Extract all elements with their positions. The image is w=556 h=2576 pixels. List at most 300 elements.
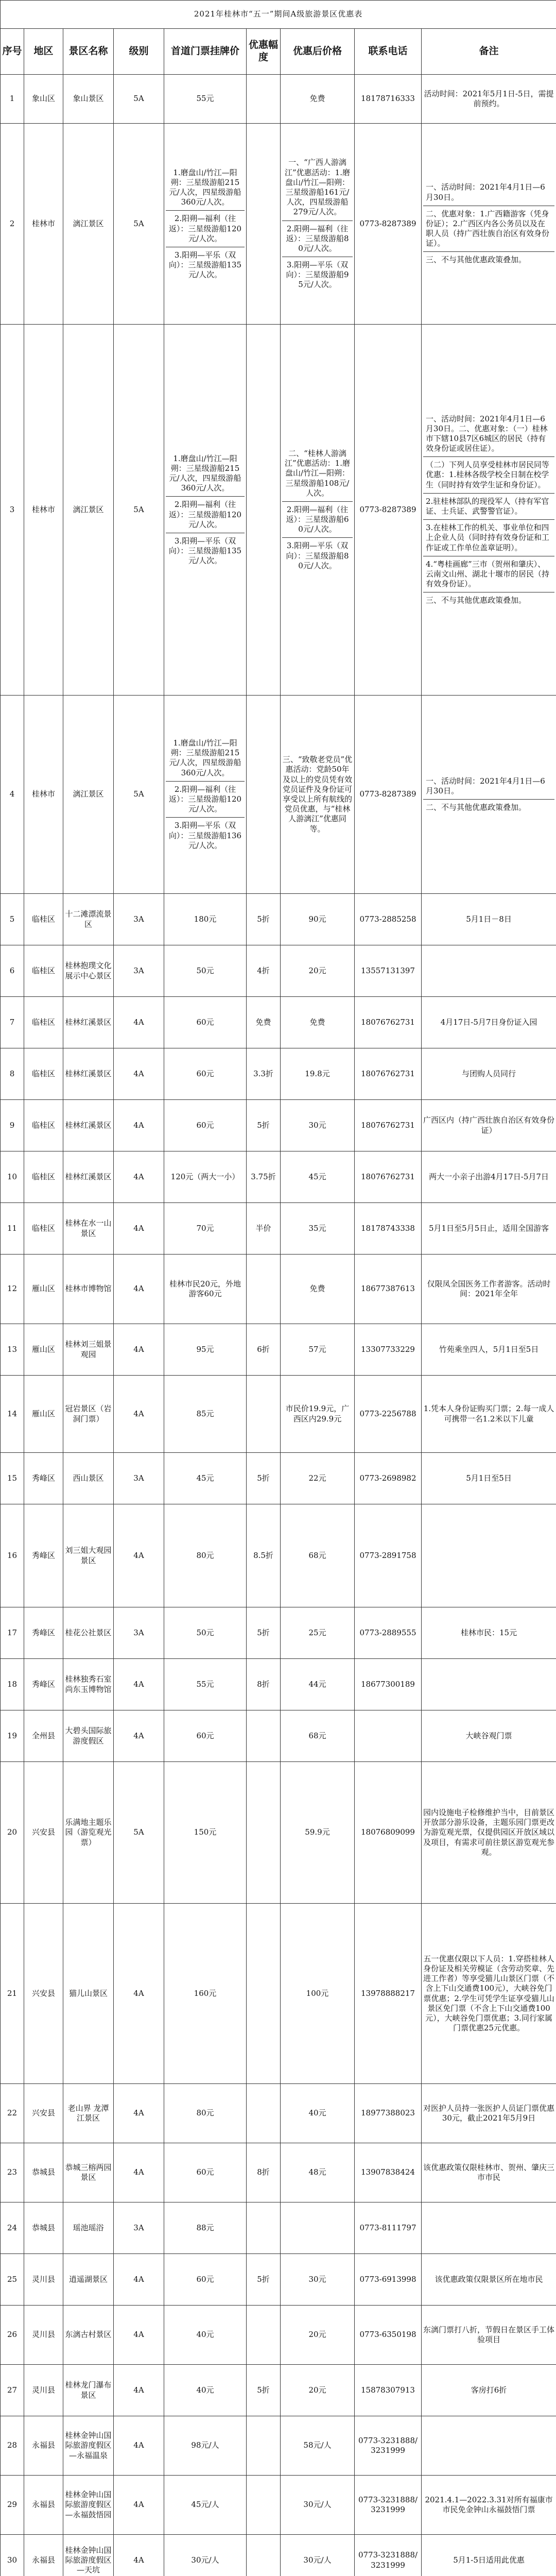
row-area: 雁山区 <box>24 1255 63 1324</box>
remark-part: 三、不与其他优惠政策叠加。 <box>423 592 554 608</box>
row-discount <box>247 75 281 124</box>
row-remark <box>422 325 556 696</box>
row-number: 26 <box>1 2306 24 2365</box>
row-ticket-price: 50元 <box>164 1607 247 1659</box>
row-ticket-price: 60元 <box>164 1048 247 1100</box>
row-area: 灵川县 <box>24 2254 63 2306</box>
row-level: 4A <box>114 997 164 1048</box>
row-level: 4A <box>114 1504 164 1607</box>
table-row <box>1 1710 556 1762</box>
row-level: 4A <box>114 1659 164 1710</box>
row-number: 3 <box>1 325 24 696</box>
row-phone <box>355 1710 422 1762</box>
row-remark <box>422 124 556 325</box>
row-phone: 0773-2885258 <box>355 894 422 945</box>
row-remark <box>422 1504 556 1607</box>
row-area: 桂林市 <box>24 325 63 696</box>
row-area: 雁山区 <box>24 1376 63 1453</box>
row-discount: 8折 <box>247 1659 281 1710</box>
row-remark: 五一优惠仅限以下人员：1.穿搭桂林人身份证及相关劳模证（含劳动奖章、先进工作者）等享受猫儿山景区门票（不含上下山交通费100元），大峡谷免门票优惠；2.学生可凭学生证享受猫儿山景区免门票（不含上下山交通费100元），大峡谷免门票优惠；3.同行家属门票优惠25元优惠。 <box>422 1904 556 2084</box>
row-level: 4A <box>114 2416 164 2476</box>
row-level: 4A <box>114 2476 164 2535</box>
row-scenic-name: 猫儿山景区 <box>63 1904 114 2084</box>
row-scenic-name: 东漓古村景区 <box>63 2306 114 2365</box>
row-discount: 5折 <box>247 894 281 945</box>
row-level: 3A <box>114 894 164 945</box>
remark-part: 一、活动时间：2021年4月1日—6月30日。 <box>426 776 545 795</box>
row-level: 4A <box>114 2365 164 2416</box>
table-row <box>1 2254 556 2306</box>
row-after-price: 35元 <box>281 1203 355 1255</box>
row-after-price <box>281 325 355 696</box>
header-phone: 联系电话 <box>355 29 422 75</box>
header-level: 级别 <box>114 29 164 75</box>
row-discount <box>247 1255 281 1324</box>
table-row <box>1 1453 556 1504</box>
row-ticket-price: 85元 <box>164 1376 247 1453</box>
header-after-price: 优惠后价格 <box>281 29 355 75</box>
price-part: 1.磨盘山/竹江—阳朔：三星级游船215元/人次，四星级游船360元/人次。 <box>169 453 241 493</box>
row-number: 28 <box>1 2416 24 2476</box>
row-after-price: 20元 <box>281 2306 355 2365</box>
row-phone: 0773-2889555 <box>355 1607 422 1659</box>
row-area: 临桂区 <box>24 997 63 1048</box>
row-ticket-price: 桂林市民20元，外地游客60元 <box>164 1255 247 1324</box>
price-part: 1.磨盘山/竹江—阳朔：三星级游船215元/人次，四星级游船360元/人次。 <box>169 167 241 207</box>
row-phone: 0773-8287389 <box>355 696 422 894</box>
row-area: 永福县 <box>24 2476 63 2535</box>
price-stack <box>166 165 245 283</box>
row-after-price: 三、“致敬老党员”优惠活动：党龄50年及以上的党员凭有效党员证件及身份证可享受以上所有航线的党员优惠，与“桂林人游漓江”优惠同等。 <box>281 696 355 894</box>
row-number: 22 <box>1 2084 24 2143</box>
row-level: 4A <box>114 1376 164 1453</box>
row-phone: 0773-2256788 <box>355 1376 422 1453</box>
row-level: 4A <box>114 2254 164 2306</box>
row-remark: 2021.4.1—2022.3.31对所有福康市市民免金钟山永福鼓悟门票 <box>422 2476 556 2535</box>
row-remark: 东漓门票打八折，节假日在景区手工体验项目 <box>422 2306 556 2365</box>
row-scenic-name: 桂林市博物馆 <box>63 1255 114 1324</box>
row-after-price <box>281 124 355 325</box>
row-discount <box>247 1762 281 1904</box>
row-number: 12 <box>1 1255 24 1324</box>
row-scenic-name: 桂花公社景区 <box>63 1607 114 1659</box>
row-remark: 4月17日-5月7日身份证入园 <box>422 997 556 1048</box>
row-level: 3A <box>114 945 164 997</box>
row-level: 4A <box>114 1151 164 1203</box>
row-ticket-price: 98元/人 <box>164 2416 247 2476</box>
table-row <box>1 997 556 1048</box>
row-scenic-name: 桂林在水一山景区 <box>63 1203 114 1255</box>
after-price-part: 一、“广西人游漓江”优惠活动：1.磨盘山/竹江—阳朔：三星级游船161元/人次，四星级游船279元/人次。 <box>285 158 350 217</box>
table-row <box>1 2143 556 2202</box>
remark-part: 2.驻桂林部队的现役军人（持有军官证、士兵证、武警警官证）。 <box>423 493 554 519</box>
row-phone: 13557131397 <box>355 945 422 997</box>
price-part: 3.阳朔—平乐（双向）：三星级游船136元/人次。 <box>166 817 245 854</box>
row-ticket-price: 80元 <box>164 1504 247 1607</box>
row-after-price: 45元 <box>281 1151 355 1203</box>
row-area: 全州县 <box>24 1710 63 1762</box>
row-after-price: 30元/人 <box>281 2476 355 2535</box>
price-part: 3.阳朔—平乐（双向）：三星级游船135元/人次。 <box>166 247 245 283</box>
row-area: 秀峰区 <box>24 1659 63 1710</box>
row-after-price: 20元 <box>281 945 355 997</box>
row-scenic-name: 逍遥湖景区 <box>63 2254 114 2306</box>
table-row <box>1 2365 556 2416</box>
header-ticket-price: 首道门票挂牌价 <box>164 29 247 75</box>
row-phone: 0773-2698982 <box>355 1453 422 1504</box>
row-ticket-price: 40元 <box>164 2306 247 2365</box>
row-area: 恭城县 <box>24 2202 63 2254</box>
row-ticket-price: 30元/人 <box>164 2535 247 2576</box>
row-number: 8 <box>1 1048 24 1100</box>
remark-part: 二、优惠对象：1.广西籍游客（凭身份证）；2.广西区内各公务员以及在职人员（持广西壮族自治区有效身份证）。 <box>423 206 554 252</box>
row-number: 24 <box>1 2202 24 2254</box>
row-phone: 18178743338 <box>355 1203 422 1255</box>
row-number: 11 <box>1 1203 24 1255</box>
row-area: 桂林市 <box>24 696 63 894</box>
row-remark: 竹苑乘坐四人，5月1日至5日 <box>422 1324 556 1376</box>
row-level: 4A <box>114 1048 164 1100</box>
table-row <box>1 325 556 696</box>
row-remark: 客房打6折 <box>422 2365 556 2416</box>
remark-part: 3.在桂林工作的机关、事业单位和四上企业人员（同时持有效身份证和工作证或工作单位盖章证明）。 <box>423 519 554 556</box>
table-row <box>1 1607 556 1659</box>
row-remark: 对医护人员持一张医护人员证门票优惠30元，截止2021年5月9日 <box>422 2084 556 2143</box>
remark-part: （二）下列人员享受桂林市居民同等优惠：1.桂林各级学校全日制在校学生（同时持有效学生证和身份证）。 <box>423 456 554 493</box>
row-scenic-name: 冠岩景区（岩洞门票） <box>63 1376 114 1453</box>
row-area: 恭城县 <box>24 2143 63 2202</box>
table-row <box>1 1762 556 1904</box>
row-number: 30 <box>1 2535 24 2576</box>
row-area: 灵川县 <box>24 2365 63 2416</box>
row-scenic-name: 十二滩漂流景区 <box>63 894 114 945</box>
row-after-price: 90元 <box>281 894 355 945</box>
row-number: 4 <box>1 696 24 894</box>
row-ticket-price: 45元/人 <box>164 2476 247 2535</box>
row-remark: 园内设施电子检修维护当中，目前景区开放部分游乐设备，主题乐园门票更改为游览观光票，仅提供园区开放区域以及项目，有需求可前往景区游览观光参观。 <box>422 1762 556 1904</box>
after-price-part: 2.阳朔—福利（往返）：三星级游船60元/人次。 <box>282 501 353 538</box>
row-phone: 18677300189 <box>355 1659 422 1710</box>
row-remark: 1.凭本人身份证购买门票；2.每一成人可携带一名1.2米以下儿童 <box>422 1376 556 1453</box>
row-ticket-price: 55元 <box>164 1659 247 1710</box>
row-after-price: 48元 <box>281 2143 355 2202</box>
row-discount <box>247 2306 281 2365</box>
row-after-price: 57元 <box>281 1324 355 1376</box>
row-level: 4A <box>114 1255 164 1324</box>
price-part: 2.阳朔—福利（往返）：三星级游船120元/人次。 <box>166 781 245 818</box>
price-stack <box>166 451 245 569</box>
row-phone: 18076762731 <box>355 1048 422 1100</box>
row-remark: 5月1日－8日 <box>422 894 556 945</box>
remark-part: 二、不与其他优惠政策叠加。 <box>423 799 554 816</box>
row-level: 5A <box>114 75 164 124</box>
row-ticket-price: 40元 <box>164 2365 247 2416</box>
row-remark: 与团购人员同行 <box>422 1048 556 1100</box>
row-remark <box>422 696 556 894</box>
row-phone: 18677387613 <box>355 1255 422 1324</box>
row-number: 7 <box>1 997 24 1048</box>
row-scenic-name: 象山景区 <box>63 75 114 124</box>
row-area: 雁山区 <box>24 1324 63 1376</box>
row-number: 20 <box>1 1762 24 1904</box>
after-price-stack <box>282 446 353 574</box>
row-number: 13 <box>1 1324 24 1376</box>
row-remark <box>422 945 556 997</box>
row-scenic-name: 西山景区 <box>63 1453 114 1504</box>
row-number: 6 <box>1 945 24 997</box>
row-phone: 18076762731 <box>355 1151 422 1203</box>
row-phone: 18178716333 <box>355 75 422 124</box>
row-phone: 0773-3231888/3231999 <box>355 2535 422 2576</box>
header-scenic-name: 景区名称 <box>63 29 114 75</box>
row-phone: 0773-3231888/3231999 <box>355 2416 422 2476</box>
row-phone: 18076762731 <box>355 1100 422 1151</box>
row-after-price: 68元 <box>281 1710 355 1762</box>
row-scenic-name: 桂林金钟山国际旅游度假区—永福鼓悟园 <box>63 2476 114 2535</box>
row-ticket-price: 50元 <box>164 945 247 997</box>
row-number: 9 <box>1 1100 24 1151</box>
row-area: 临桂区 <box>24 1100 63 1151</box>
row-ticket-price <box>164 124 247 325</box>
table-row <box>1 1255 556 1324</box>
row-number: 10 <box>1 1151 24 1203</box>
row-number: 14 <box>1 1376 24 1453</box>
row-phone: 18076809099 <box>355 1762 422 1904</box>
table-body <box>1 75 556 2576</box>
row-area: 兴安县 <box>24 1904 63 2084</box>
table-row <box>1 1324 556 1376</box>
row-area: 临桂区 <box>24 1151 63 1203</box>
row-discount: 5折 <box>247 2365 281 2416</box>
row-discount <box>247 1376 281 1453</box>
row-ticket-price: 180元 <box>164 894 247 945</box>
row-area: 临桂区 <box>24 894 63 945</box>
table-row <box>1 2306 556 2365</box>
row-discount <box>247 2535 281 2576</box>
row-area: 灵川县 <box>24 2306 63 2365</box>
header-discount: 优惠幅度 <box>247 29 281 75</box>
row-scenic-name: 桂林抱璞文化展示中心景区 <box>63 945 114 997</box>
row-phone: 0773-3231888/3231999 <box>355 2476 422 2535</box>
row-ticket-price: 88元 <box>164 2202 247 2254</box>
row-number: 1 <box>1 75 24 124</box>
row-phone: 0773-8287389 <box>355 325 422 696</box>
row-number: 2 <box>1 124 24 325</box>
row-remark: 大峡谷观门票 <box>422 1710 556 1762</box>
header-no: 序号 <box>1 29 24 75</box>
row-scenic-name: 瑶池瑶浴 <box>63 2202 114 2254</box>
table-row <box>1 2535 556 2576</box>
row-level: 5A <box>114 124 164 325</box>
row-scenic-name: 桂林红溪景区 <box>63 1100 114 1151</box>
row-remark: 两大一小亲子出游4月17日-5月7日 <box>422 1151 556 1203</box>
row-area: 永福县 <box>24 2535 63 2576</box>
row-remark: 5月1日至5日 <box>422 1453 556 1504</box>
row-phone: 13978888217 <box>355 1904 422 2084</box>
row-ticket-price: 55元 <box>164 75 247 124</box>
row-level: 4A <box>114 1710 164 1762</box>
after-price-part: 2.阳朔—福利（往返）：三星级游船80元/人次。 <box>282 221 353 257</box>
row-after-price: 免费 <box>281 75 355 124</box>
remark-stack <box>423 773 554 816</box>
after-price-stack <box>282 155 353 293</box>
table-row <box>1 1504 556 1607</box>
row-area: 秀峰区 <box>24 1504 63 1607</box>
row-discount: 8折 <box>247 2143 281 2202</box>
row-level: 5A <box>114 696 164 894</box>
row-after-price: 19.8元 <box>281 1048 355 1100</box>
row-area: 临桂区 <box>24 945 63 997</box>
row-phone: 0773-8111797 <box>355 2202 422 2254</box>
price-part: 2.阳朔—福利（往返）：三星级游船120元/人次。 <box>166 210 245 247</box>
row-scenic-name: 大碧头国际旅游度假区 <box>63 1710 114 1762</box>
row-level: 4A <box>114 1324 164 1376</box>
row-area: 秀峰区 <box>24 1607 63 1659</box>
row-scenic-name: 桂林龙门瀑布景区 <box>63 2365 114 2416</box>
row-discount: 5折 <box>247 1607 281 1659</box>
row-discount: 半价 <box>247 1203 281 1255</box>
row-after-price: 100元 <box>281 1904 355 2084</box>
page-title: 2021年桂林市“五一”期间A级旅游景区优惠表 <box>1 1 556 29</box>
row-number: 15 <box>1 1453 24 1504</box>
row-ticket-price: 60元 <box>164 2254 247 2306</box>
row-area: 兴安县 <box>24 2084 63 2143</box>
table-row <box>1 1151 556 1203</box>
row-remark: 桂林市民：15元 <box>422 1607 556 1659</box>
row-ticket-price: 45元 <box>164 1453 247 1504</box>
price-stack <box>166 735 245 854</box>
row-number: 16 <box>1 1504 24 1607</box>
row-scenic-name: 桂林刘三姐景观园 <box>63 1324 114 1376</box>
row-discount <box>247 2084 281 2143</box>
header-area: 地区 <box>24 29 63 75</box>
row-discount <box>247 696 281 894</box>
row-after-price: 20元 <box>281 2365 355 2416</box>
title-row <box>1 1 556 29</box>
row-remark <box>422 2416 556 2476</box>
row-discount <box>247 2202 281 2254</box>
row-remark: 该优惠政策仅限桂林市、贺州、肇庆三市市民 <box>422 2143 556 2202</box>
row-after-price: 30元 <box>281 2254 355 2306</box>
row-after-price: 30元/人 <box>281 2535 355 2576</box>
row-phone: 0773-2891758 <box>355 1504 422 1607</box>
row-number: 18 <box>1 1659 24 1710</box>
row-after-price: 22元 <box>281 1453 355 1504</box>
row-scenic-name: 漓江景区 <box>63 124 114 325</box>
row-discount: 5折 <box>247 1453 281 1504</box>
row-discount <box>247 2416 281 2476</box>
row-after-price: 44元 <box>281 1659 355 1710</box>
table-row <box>1 1048 556 1100</box>
row-after-price: 68元 <box>281 1504 355 1607</box>
row-number: 19 <box>1 1710 24 1762</box>
remark-stack <box>423 179 554 268</box>
row-remark: 5月1日至5月5日止，适用全国游客 <box>422 1203 556 1255</box>
row-ticket-price: 120元（两大一小） <box>164 1151 247 1203</box>
row-area: 永福县 <box>24 2416 63 2476</box>
row-area: 象山区 <box>24 75 63 124</box>
row-number: 29 <box>1 2476 24 2535</box>
row-level: 3A <box>114 1453 164 1504</box>
table-row <box>1 1203 556 1255</box>
price-part: 1.磨盘山/竹江—阳朔：三星级游船215元/人次，四星级游船360元/人次。 <box>169 738 241 777</box>
row-area: 兴安县 <box>24 1762 63 1904</box>
row-area: 秀峰区 <box>24 1453 63 1504</box>
row-remark <box>422 1659 556 1710</box>
row-discount: 免费 <box>247 997 281 1048</box>
row-scenic-name: 漓江景区 <box>63 325 114 696</box>
row-phone: 13907838424 <box>355 2143 422 2202</box>
row-scenic-name: 恭城三榕两园景区 <box>63 2143 114 2202</box>
row-phone: 0773-6913998 <box>355 2254 422 2306</box>
row-phone: 15878307913 <box>355 2365 422 2416</box>
table-row <box>1 2416 556 2476</box>
row-number: 17 <box>1 1607 24 1659</box>
table-row <box>1 1100 556 1151</box>
row-discount: 5折 <box>247 2254 281 2306</box>
row-level: 4A <box>114 1203 164 1255</box>
row-scenic-name: 桂林红溪景区 <box>63 997 114 1048</box>
row-scenic-name: 漓江景区 <box>63 696 114 894</box>
price-part: 2.阳朔—福利（往返）：三星级游船120元/人次。 <box>166 496 245 533</box>
row-phone: 18977388023 <box>355 2084 422 2143</box>
row-area: 临桂区 <box>24 1048 63 1100</box>
after-price-part: 二、“桂林人游漓江”优惠活动：1.磨盘山/竹江—阳朔：三星级游船108元/人次。 <box>285 448 350 498</box>
row-ticket-price: 80元 <box>164 2084 247 2143</box>
row-ticket-price: 150元 <box>164 1762 247 1904</box>
row-discount <box>247 2476 281 2535</box>
row-discount: 5折 <box>247 1100 281 1151</box>
table-row <box>1 124 556 325</box>
row-scenic-name: 桂林红溪景区 <box>63 1151 114 1203</box>
row-after-price: 免费 <box>281 997 355 1048</box>
row-number: 25 <box>1 2254 24 2306</box>
row-after-price: 59.9元 <box>281 1762 355 1904</box>
row-discount: 3.75折 <box>247 1151 281 1203</box>
after-price-part: 3.阳朔—平乐（双向）：三星级游船80元/人次。 <box>282 537 353 574</box>
row-ticket-price: 70元 <box>164 1203 247 1255</box>
row-phone: 0773-8287389 <box>355 124 422 325</box>
after-price-part: 3.阳朔—平乐（双向）：三星级游船95元/人次。 <box>282 257 353 293</box>
row-number: 21 <box>1 1904 24 2084</box>
table-row <box>1 1376 556 1453</box>
row-scenic-name: 桂林独秀石室尚东玉博物馆 <box>63 1659 114 1710</box>
table-row <box>1 945 556 997</box>
table-row <box>1 894 556 945</box>
row-scenic-name: 桂林金钟山国际旅游度假区—天坑 <box>63 2535 114 2576</box>
table-row <box>1 1659 556 1710</box>
row-phone: 0773-6350198 <box>355 2306 422 2365</box>
row-remark <box>422 2202 556 2254</box>
table-row <box>1 2202 556 2254</box>
table-row <box>1 696 556 894</box>
row-ticket-price: 60元 <box>164 2143 247 2202</box>
row-ticket-price <box>164 696 247 894</box>
remark-part: 4.“粤桂画廊”三市（贺州和肇庆）、云南文山州、湖北十堰市的居民（持有效身份证）。 <box>423 556 554 592</box>
row-discount <box>247 1710 281 1762</box>
row-level: 4A <box>114 2084 164 2143</box>
row-scenic-name: 乐满地主题乐园（游览观光票） <box>63 1762 114 1904</box>
row-discount <box>247 325 281 696</box>
row-phone: 13307733229 <box>355 1324 422 1376</box>
remark-stack <box>423 411 554 609</box>
header-remark: 备注 <box>422 29 556 75</box>
row-discount: 6折 <box>247 1324 281 1376</box>
row-number: 23 <box>1 2143 24 2202</box>
row-after-price: 免费 <box>281 1255 355 1324</box>
row-scenic-name: 桂林红溪景区 <box>63 1048 114 1100</box>
row-level: 4A <box>114 1100 164 1151</box>
